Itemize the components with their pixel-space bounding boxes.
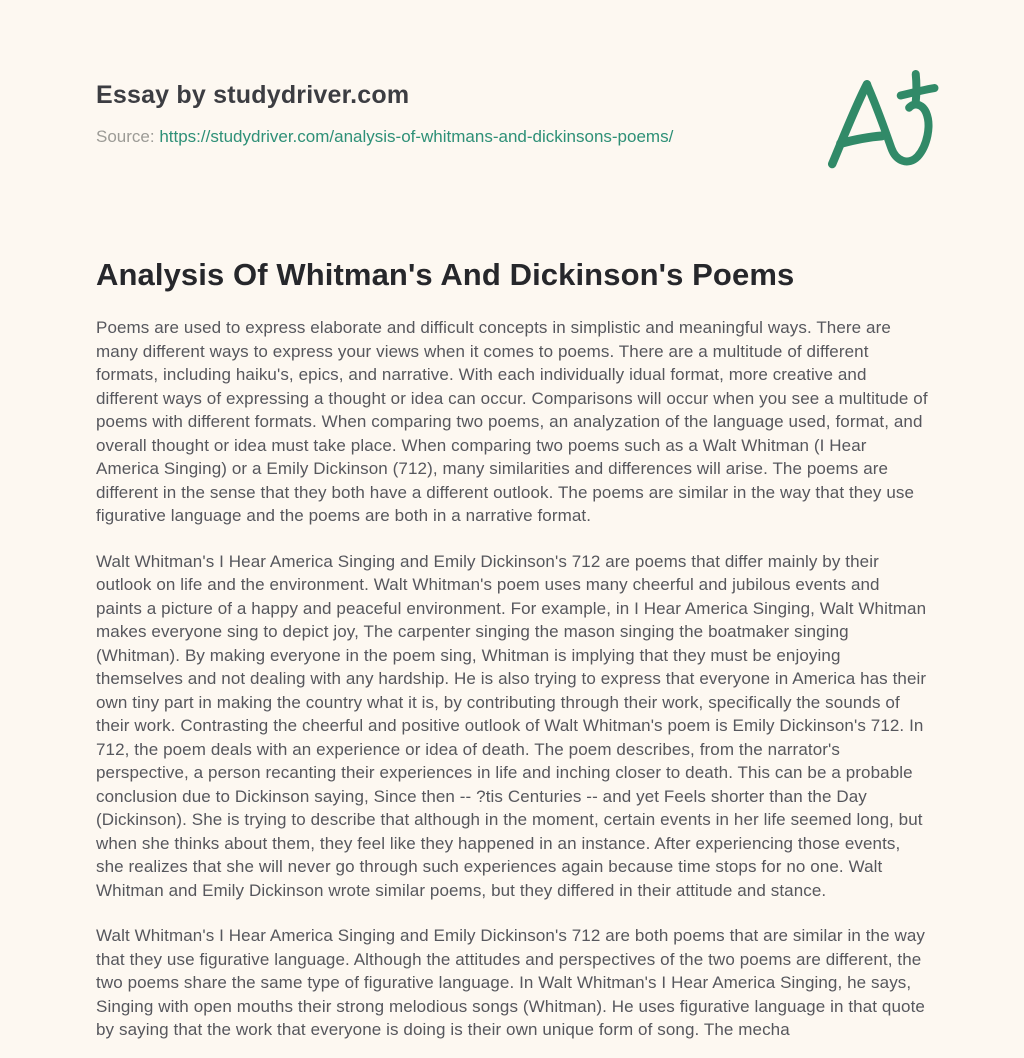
source-label: Source:	[96, 127, 155, 146]
essay-body	[96, 316, 930, 1042]
source-link[interactable]: https://studydriver.com/analysis-of-whitmans-and-dickinsons-poems/	[159, 127, 674, 146]
essay-paragraph-2: Walt Whitman's I Hear America Singing and Emily Dickinson's 712 are poems that differ mainly by their outlook on life and the environment. Walt Whitman's poem uses many cheerful and jubilous events and paints a picture of a happy and peaceful environment. For example, in I Hear America Singing, Walt Whitman makes everyone sing to depict joy, The carpenter singing the mason singing the boatmaker singing (Whitman). By making everyone in the poem sing, Whitman is implying that they must be enjoying themselves and not dealing with any hardship. He is also trying to express that everyone in America has their own tiny part in making the country what it is, by contributing through their work, specifically the sounds of their work. Contrasting the cheerful and positive outlook of Walt Whitman's poem is Emily Dickinson's 712. In 712, the poem deals with an experience or idea of death. The poem describes, from the narrator's perspective, a person recanting their experiences in life and inching closer to death. This can be a probable conclusion due to Dickinson saying, Since then -- ?tis Centuries -- and yet Feels shorter than the Day (Dickinson). She is trying to describe that although in the moment, certain events in her life seemed long, but when she thinks about them, they feel like they happened in an instance. After experiencing those events, she realizes that she will never go through such experiences again because time stops for no one. Walt Whitman and Emily Dickinson wrote similar poems, but they differed in their attitude and stance.	[96, 551, 927, 900]
source-line	[96, 126, 930, 148]
a-plus-logo-icon	[820, 66, 942, 172]
essay-paragraph-3: Walt Whitman's I Hear America Singing and Emily Dickinson's 712 are both poems that are similar in the way that they use figurative language. Although the attitudes and perspectives of the two poems are different, the two poems share the same type of figurative language. In Walt Whitman's I Hear America Singing, he says, Singing with open mouths their strong melodious songs (Whitman). He uses figurative language in that quote by saying that the work that everyone is doing is their own unique form of song. The mecha	[96, 926, 926, 1039]
essay-title: Analysis Of Whitman's And Dickinson's Poems	[96, 257, 795, 292]
page-title: Essay by studydriver.com	[96, 81, 410, 109]
essay-paragraph-1: Poems are used to express elaborate and difficult concepts in simplistic and meaningful ways. There are many different ways to express your views when it comes to poems. There are a multitude of different formats, including haiku's, epics, and narrative. With each individually idual format, more creative and different ways of expressing a thought or idea can occur. Comparisons will occur when you see a multitude of poems with different formats. When comparing two poems, an analyzation of the language used, format, and overall thought or idea must take place. When comparing two poems such as a Walt Whitman (I Hear America Singing) or a Emily Dickinson (712), many similarities and differences will arise. The poems are different in the sense that they both have a different outlook. The poems are similar in the way that they use figurative language and the poems are both in a narrative format.	[96, 318, 928, 525]
document-header	[96, 80, 930, 148]
